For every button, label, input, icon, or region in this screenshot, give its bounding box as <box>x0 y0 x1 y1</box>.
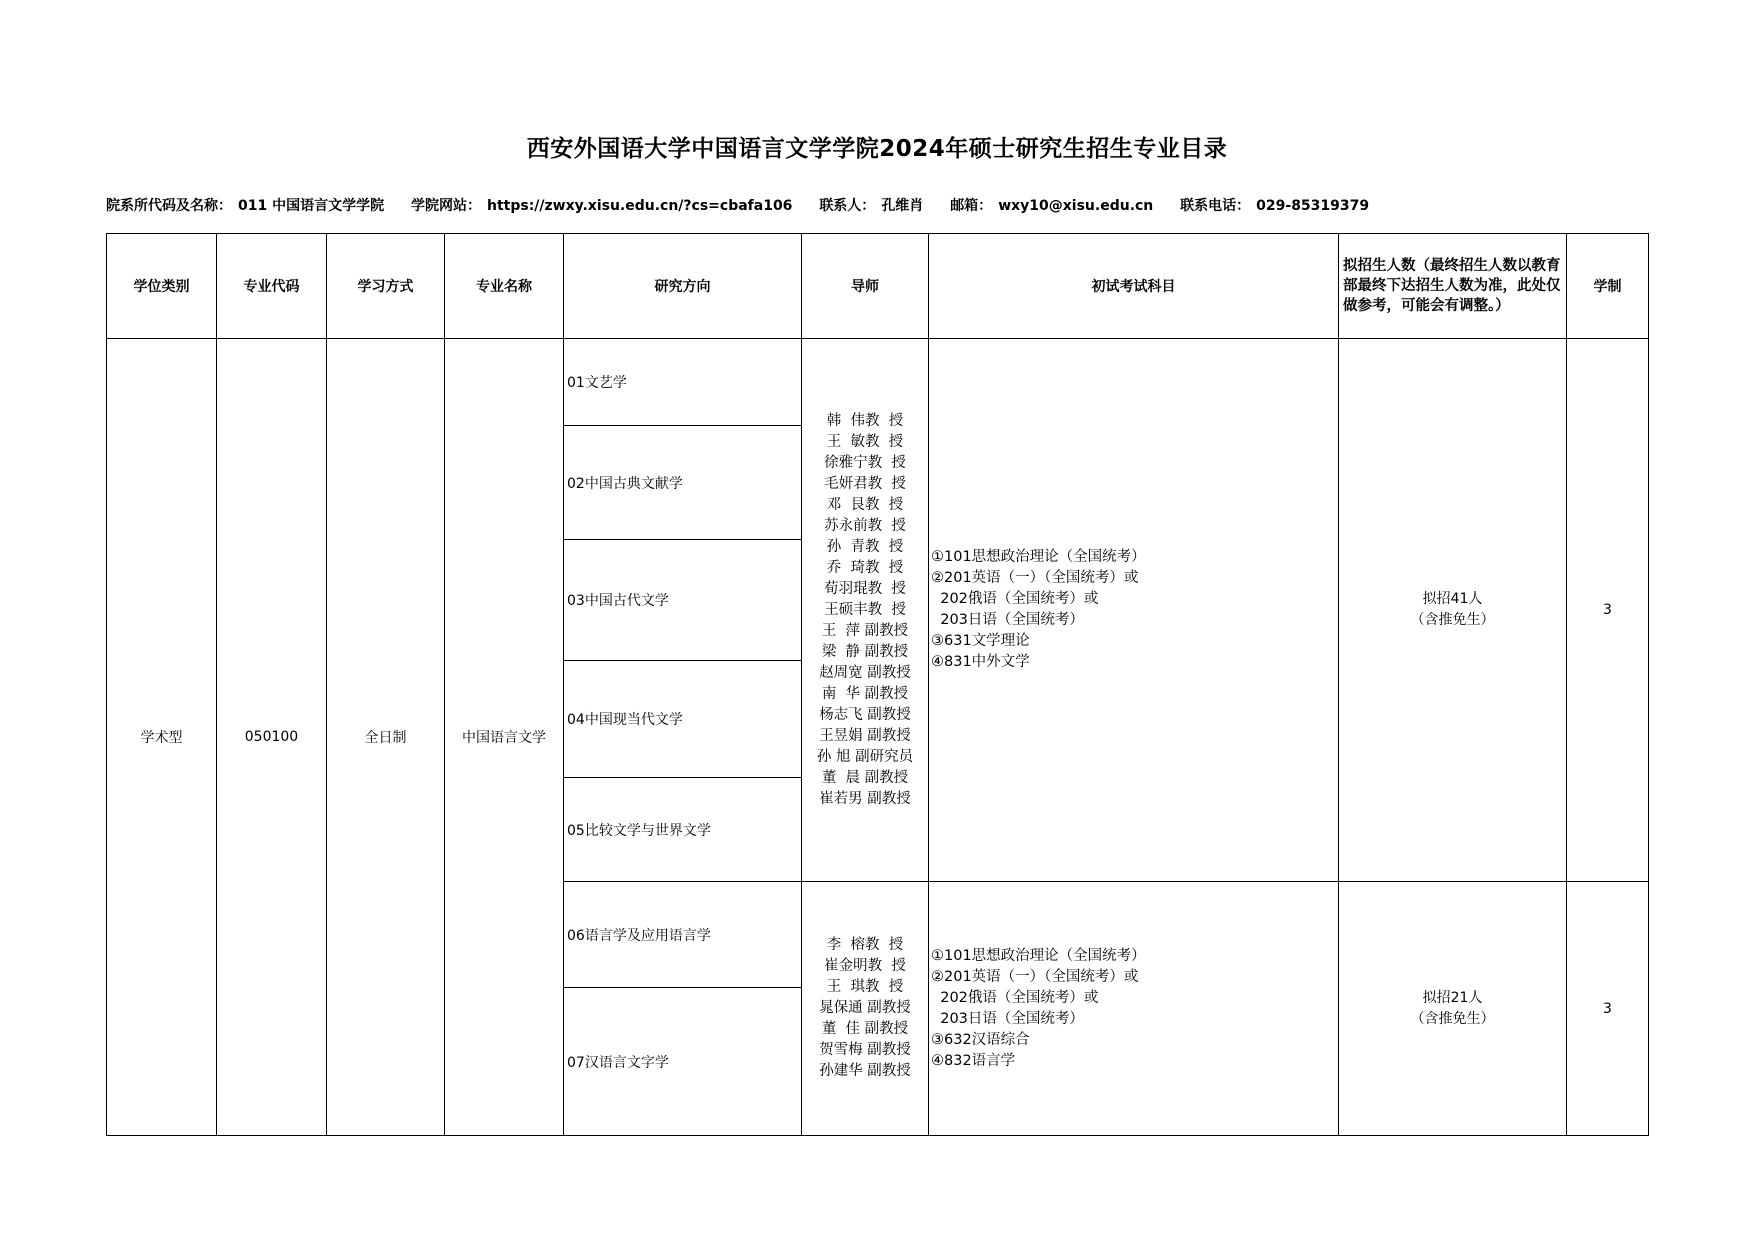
tutor-name: 赵周宽 副教授 <box>819 664 911 681</box>
tutor-name: 毛妍君教 授 <box>824 475 906 492</box>
tutor-name: 苏永前教 授 <box>824 517 906 534</box>
header-years: 学制 <box>1567 234 1649 339</box>
tutor-name: 董 佳 副教授 <box>821 1021 909 1037</box>
direction-cell: 02中国古典文献学 <box>564 426 802 540</box>
phone-label: 联系电话： <box>1180 198 1251 214</box>
header-tutor: 导师 <box>802 234 929 339</box>
tutors-cell-group-2 <box>802 882 929 1136</box>
direction-cell: 07汉语言文字学 <box>564 988 802 1136</box>
table-row <box>107 339 1649 426</box>
tutor-name: 乔 琦教 授 <box>826 559 904 576</box>
header-major-code: 专业代码 <box>217 234 327 339</box>
direction-cell: 03中国古代文学 <box>564 540 802 661</box>
exam-subject: 203日语（全国统考） <box>931 612 1084 628</box>
tutor-name: 晁保通 副教授 <box>819 1000 911 1016</box>
phone-value: 029-85319379 <box>1256 198 1370 214</box>
tutor-name: 杨志飞 副教授 <box>819 706 911 723</box>
exam-subject: ①101思想政治理论（全国统考） <box>931 549 1146 565</box>
exam-subject: ①101思想政治理论（全国统考） <box>931 947 1146 964</box>
exam-subject: ③632汉语综合 <box>931 1031 1030 1048</box>
tutor-name: 王硕丰教 授 <box>824 601 906 618</box>
tutor-name: 徐雅宁教 授 <box>824 454 906 471</box>
direction-cell: 04中国现当代文学 <box>564 661 802 778</box>
degree-type-cell: 学术型 <box>107 339 217 1136</box>
tutor-name: 崔若男 副教授 <box>819 790 911 807</box>
dept-label: 院系所代码及名称： <box>106 198 232 214</box>
years-cell-group-2: 3 <box>1567 882 1649 1136</box>
tutor-name: 李 榕教 授 <box>826 937 904 953</box>
header-major-name: 专业名称 <box>445 234 564 339</box>
header-direction: 研究方向 <box>564 234 802 339</box>
contact-value: 孔维肖 <box>881 198 924 214</box>
department-info <box>106 195 1375 215</box>
header-row <box>107 234 1649 339</box>
email-label: 邮箱： <box>950 198 993 214</box>
tutor-name: 崔金明教 授 <box>824 958 906 974</box>
header-degree-type: 学位类别 <box>107 234 217 339</box>
catalog-table <box>106 233 1649 1136</box>
tutor-name: 董 晨 副教授 <box>821 769 909 786</box>
quota-cell-group-1 <box>1339 339 1567 882</box>
site-label: 学院网站： <box>410 198 481 214</box>
tutor-name: 孙建华 副教授 <box>819 1063 911 1079</box>
quota-count: 拟招21人 <box>1422 989 1483 1006</box>
tutor-name: 梁 静 副教授 <box>821 643 909 660</box>
tutor-name: 王 敏教 授 <box>826 433 904 450</box>
quota-count: 拟招41人 <box>1422 591 1483 607</box>
exam-subjects-cell-group-2 <box>929 882 1339 1136</box>
major-code-cell: 050100 <box>217 339 327 1136</box>
email-value[interactable]: wxy10@xisu.edu.cn <box>998 198 1154 214</box>
direction-cell: 05比较文学与世界文学 <box>564 778 802 882</box>
quota-note: （含推免生） <box>1410 1010 1495 1027</box>
tutor-name: 贺雪梅 副教授 <box>819 1042 911 1058</box>
exam-subject: 202俄语（全国统考）或 <box>931 591 1099 607</box>
direction-cell: 01文艺学 <box>564 339 802 426</box>
tutor-name: 荀羽琨教 授 <box>824 580 906 597</box>
exam-subjects-cell-group-1 <box>929 339 1339 882</box>
tutor-name: 邓 艮教 授 <box>826 496 904 513</box>
major-name-cell: 中国语言文学 <box>445 339 564 1136</box>
exam-subject: ④831中外文学 <box>931 654 1030 670</box>
dept-value: 011 中国语言文学学院 <box>238 198 385 214</box>
tutor-name: 王 琪教 授 <box>826 979 904 995</box>
exam-subject: ④832语言学 <box>931 1052 1016 1069</box>
tutors-cell-group-1 <box>802 339 929 882</box>
contact-label: 联系人： <box>819 198 876 214</box>
tutor-name: 孙 青教 授 <box>826 538 904 555</box>
exam-subject: ②201英语（一）（全国统考）或 <box>931 570 1139 586</box>
exam-subject: ②201英语（一）（全国统考）或 <box>931 968 1139 985</box>
page-title: 西安外国语大学中国语言文学学院2024年硕士研究生招生专业目录 <box>526 136 1228 162</box>
header-study-mode: 学习方式 <box>327 234 445 339</box>
header-exam: 初试考试科目 <box>929 234 1339 339</box>
site-value[interactable]: https://zwxy.xisu.edu.cn/?cs=cbafa106 <box>486 198 793 214</box>
exam-subject: ③631文学理论 <box>931 633 1030 649</box>
direction-cell: 06语言学及应用语言学 <box>564 882 802 988</box>
tutor-name: 孙 旭 副研究员 <box>816 748 914 765</box>
years-cell-group-1: 3 <box>1567 339 1649 882</box>
tutor-name: 王 萍 副教授 <box>821 622 909 639</box>
exam-subject: 202俄语（全国统考）或 <box>931 989 1099 1006</box>
quota-note: （含推免生） <box>1410 612 1495 628</box>
header-quota: 拟招生人数（最终招生人数以教育部最终下达招生人数为准，此处仅做参考，可能会有调整。） <box>1339 234 1567 339</box>
tutor-name: 南 华 副教授 <box>821 685 909 702</box>
tutor-name: 韩 伟教 授 <box>826 412 904 429</box>
quota-cell-group-2 <box>1339 882 1567 1136</box>
study-mode-cell: 全日制 <box>327 339 445 1136</box>
exam-subject: 203日语（全国统考） <box>931 1010 1084 1027</box>
tutor-name: 王昱娟 副教授 <box>819 727 911 744</box>
